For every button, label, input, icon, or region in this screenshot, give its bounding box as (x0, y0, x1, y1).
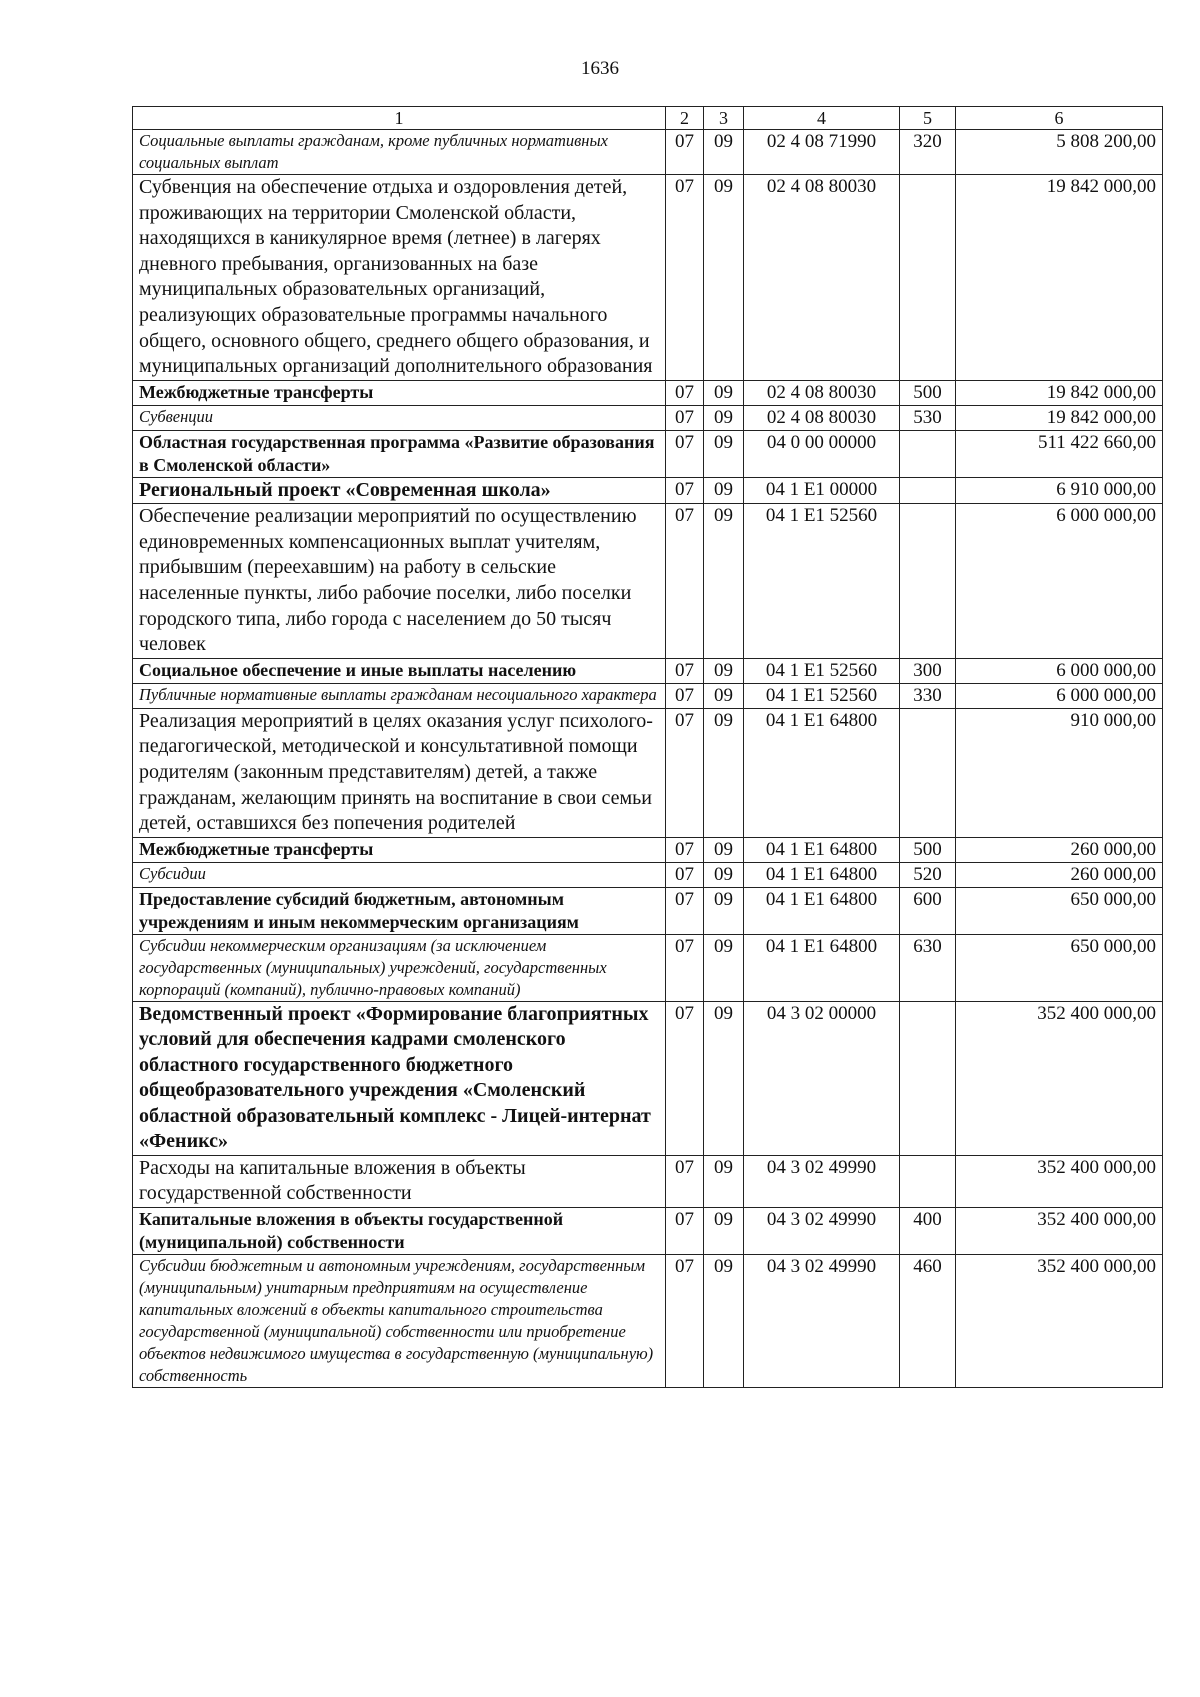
row-cell-c4: 04 3 02 49990 (744, 1254, 900, 1387)
row-cell-c6: 19 842 000,00 (956, 405, 1163, 430)
row-cell-c2: 07 (666, 862, 704, 887)
table-row (133, 130, 1163, 175)
row-description: Расходы на капитальные вложения в объекты государственной собственности (133, 1155, 666, 1207)
row-description: Реализация мероприятий в целях оказания услуг психолого-педагогической, методической и консультативной помощи родителям (законным представителям) детей, а также гражданам, желающим принять на воспитание в свои семьи детей, оставшихся без попечения родителей (133, 708, 666, 837)
row-cell-c4: 04 1 Е1 64800 (744, 708, 900, 837)
table-row (133, 683, 1163, 708)
row-cell-c4: 04 1 Е1 64800 (744, 934, 900, 1001)
row-cell-c5: 300 (900, 658, 956, 683)
row-cell-c3: 09 (704, 1207, 744, 1254)
table-row (133, 1001, 1163, 1155)
row-cell-c2: 07 (666, 130, 704, 175)
row-cell-c3: 09 (704, 862, 744, 887)
row-cell-c4: 04 1 Е1 52560 (744, 504, 900, 659)
row-cell-c4: 02 4 08 80030 (744, 380, 900, 405)
row-cell-c6: 352 400 000,00 (956, 1001, 1163, 1155)
row-cell-c3: 09 (704, 837, 744, 862)
row-description: Региональный проект «Современная школа» (133, 477, 666, 504)
table-row (133, 504, 1163, 659)
row-description: Субсидии бюджетным и автономным учреждениям, государственным (муниципальным) унитарным предприятиям на осуществление капитальных вложений в объекты капитального строительства государственной (муниципальной) собственности или приобретение объектов недвижимого имущества в государственную (муниципальную) собственность (133, 1254, 666, 1387)
row-cell-c4: 04 1 Е1 52560 (744, 658, 900, 683)
row-cell-c6: 352 400 000,00 (956, 1207, 1163, 1254)
row-cell-c6: 352 400 000,00 (956, 1254, 1163, 1387)
row-cell-c6: 260 000,00 (956, 837, 1163, 862)
row-cell-c4: 04 3 02 49990 (744, 1155, 900, 1207)
row-cell-c3: 09 (704, 1155, 744, 1207)
header-cell: 6 (956, 107, 1163, 130)
row-cell-c4: 04 3 02 00000 (744, 1001, 900, 1155)
row-cell-c2: 07 (666, 1254, 704, 1387)
row-cell-c6: 352 400 000,00 (956, 1155, 1163, 1207)
row-cell-c3: 09 (704, 683, 744, 708)
row-cell-c3: 09 (704, 1001, 744, 1155)
row-cell-c2: 07 (666, 708, 704, 837)
row-cell-c5: 500 (900, 380, 956, 405)
table-row (133, 862, 1163, 887)
header-row (133, 107, 1163, 130)
row-cell-c5: 400 (900, 1207, 956, 1254)
header-cell: 1 (133, 107, 666, 130)
page-number: 1636 (581, 58, 619, 79)
row-cell-c3: 09 (704, 887, 744, 934)
row-cell-c5: 500 (900, 837, 956, 862)
row-cell-c4: 04 1 Е1 64800 (744, 837, 900, 862)
row-cell-c2: 07 (666, 1155, 704, 1207)
row-cell-c2: 07 (666, 175, 704, 381)
table-row (133, 477, 1163, 504)
row-cell-c6: 6 000 000,00 (956, 504, 1163, 659)
table-row (133, 405, 1163, 430)
row-cell-c2: 07 (666, 887, 704, 934)
header-cell: 3 (704, 107, 744, 130)
row-cell-c4: 04 3 02 49990 (744, 1207, 900, 1254)
row-cell-c5 (900, 1155, 956, 1207)
row-cell-c6: 260 000,00 (956, 862, 1163, 887)
row-description: Ведомственный проект «Формирование благоприятных условий для обеспечения кадрами смоленского областного государственного бюджетного общеобразовательного учреждения «Смоленский областной образовательный комплекс - Лицей-интернат «Феникс» (133, 1001, 666, 1155)
row-cell-c5: 320 (900, 130, 956, 175)
row-cell-c5: 520 (900, 862, 956, 887)
row-cell-c3: 09 (704, 405, 744, 430)
row-cell-c5: 330 (900, 683, 956, 708)
row-cell-c5 (900, 504, 956, 659)
row-cell-c3: 09 (704, 380, 744, 405)
table-row (133, 1155, 1163, 1207)
row-cell-c5 (900, 477, 956, 504)
budget-table (132, 106, 1163, 1388)
row-cell-c3: 09 (704, 477, 744, 504)
table-row (133, 837, 1163, 862)
row-description: Обеспечение реализации мероприятий по осуществлению единовременных компенсационных выплат учителям, прибывшим (переехавшим) на работу в сельские населенные пункты, либо рабочие поселки, либо поселки городского типа, либо города с населением до 50 тысяч человек (133, 504, 666, 659)
table-row (133, 887, 1163, 934)
row-description: Областная государственная программа «Развитие образования в Смоленской области» (133, 430, 666, 477)
table-row (133, 380, 1163, 405)
row-cell-c2: 07 (666, 430, 704, 477)
row-cell-c5 (900, 708, 956, 837)
row-description: Субсидии некоммерческим организациям (за исключением государственных (муниципальных) учреждений, государственных корпораций (компаний), публично-правовых компаний) (133, 934, 666, 1001)
header-cell: 5 (900, 107, 956, 130)
row-cell-c5 (900, 430, 956, 477)
row-cell-c6: 650 000,00 (956, 934, 1163, 1001)
row-cell-c3: 09 (704, 504, 744, 659)
row-cell-c6: 6 000 000,00 (956, 658, 1163, 683)
row-cell-c2: 07 (666, 837, 704, 862)
row-cell-c3: 09 (704, 934, 744, 1001)
row-description: Межбюджетные трансферты (133, 837, 666, 862)
row-cell-c3: 09 (704, 658, 744, 683)
table-row (133, 934, 1163, 1001)
row-cell-c3: 09 (704, 708, 744, 837)
row-description: Предоставление субсидий бюджетным, автономным учреждениям и иным некоммерческим организациям (133, 887, 666, 934)
row-description: Публичные нормативные выплаты гражданам несоциального характера (133, 683, 666, 708)
row-cell-c3: 09 (704, 175, 744, 381)
row-cell-c2: 07 (666, 1001, 704, 1155)
row-cell-c4: 04 1 Е1 64800 (744, 862, 900, 887)
row-cell-c4: 02 4 08 80030 (744, 405, 900, 430)
row-cell-c5: 630 (900, 934, 956, 1001)
row-description: Субсидии (133, 862, 666, 887)
table-row (133, 708, 1163, 837)
row-cell-c3: 09 (704, 430, 744, 477)
row-cell-c5: 530 (900, 405, 956, 430)
row-cell-c4: 02 4 08 71990 (744, 130, 900, 175)
row-description: Капитальные вложения в объекты государственной (муниципальной) собственности (133, 1207, 666, 1254)
row-cell-c6: 5 808 200,00 (956, 130, 1163, 175)
row-cell-c6: 19 842 000,00 (956, 380, 1163, 405)
row-cell-c4: 02 4 08 80030 (744, 175, 900, 381)
header-cell: 4 (744, 107, 900, 130)
row-cell-c2: 07 (666, 477, 704, 504)
row-description: Социальное обеспечение и иные выплаты населению (133, 658, 666, 683)
row-description: Субвенция на обеспечение отдыха и оздоровления детей, проживающих на территории Смоленской области, находящихся в каникулярное время (летнее) в лагерях дневного пребывания, организованных на базе муниципальных образовательных организаций, реализующих образовательные программы начального общего, основного общего, среднего общего образования, и муниципальных организаций дополнительного образования (133, 175, 666, 381)
row-cell-c6: 511 422 660,00 (956, 430, 1163, 477)
table-row (133, 430, 1163, 477)
row-cell-c5 (900, 1001, 956, 1155)
row-cell-c6: 650 000,00 (956, 887, 1163, 934)
row-cell-c3: 09 (704, 130, 744, 175)
table-row (133, 1254, 1163, 1387)
row-cell-c2: 07 (666, 683, 704, 708)
row-cell-c2: 07 (666, 658, 704, 683)
row-cell-c2: 07 (666, 934, 704, 1001)
row-cell-c4: 04 1 Е1 00000 (744, 477, 900, 504)
row-cell-c6: 6 000 000,00 (956, 683, 1163, 708)
header-cell: 2 (666, 107, 704, 130)
row-cell-c2: 07 (666, 380, 704, 405)
row-cell-c5: 600 (900, 887, 956, 934)
row-cell-c4: 04 0 00 00000 (744, 430, 900, 477)
row-cell-c4: 04 1 Е1 52560 (744, 683, 900, 708)
row-description: Межбюджетные трансферты (133, 380, 666, 405)
row-cell-c4: 04 1 Е1 64800 (744, 887, 900, 934)
row-cell-c2: 07 (666, 1207, 704, 1254)
row-cell-c5 (900, 175, 956, 381)
row-description: Социальные выплаты гражданам, кроме публичных нормативных социальных выплат (133, 130, 666, 175)
row-cell-c2: 07 (666, 405, 704, 430)
row-cell-c2: 07 (666, 504, 704, 659)
table-row (133, 658, 1163, 683)
table-row (133, 175, 1163, 381)
row-cell-c6: 19 842 000,00 (956, 175, 1163, 381)
row-cell-c3: 09 (704, 1254, 744, 1387)
row-cell-c6: 6 910 000,00 (956, 477, 1163, 504)
row-cell-c5: 460 (900, 1254, 956, 1387)
row-cell-c6: 910 000,00 (956, 708, 1163, 837)
table-row (133, 1207, 1163, 1254)
row-description: Субвенции (133, 405, 666, 430)
